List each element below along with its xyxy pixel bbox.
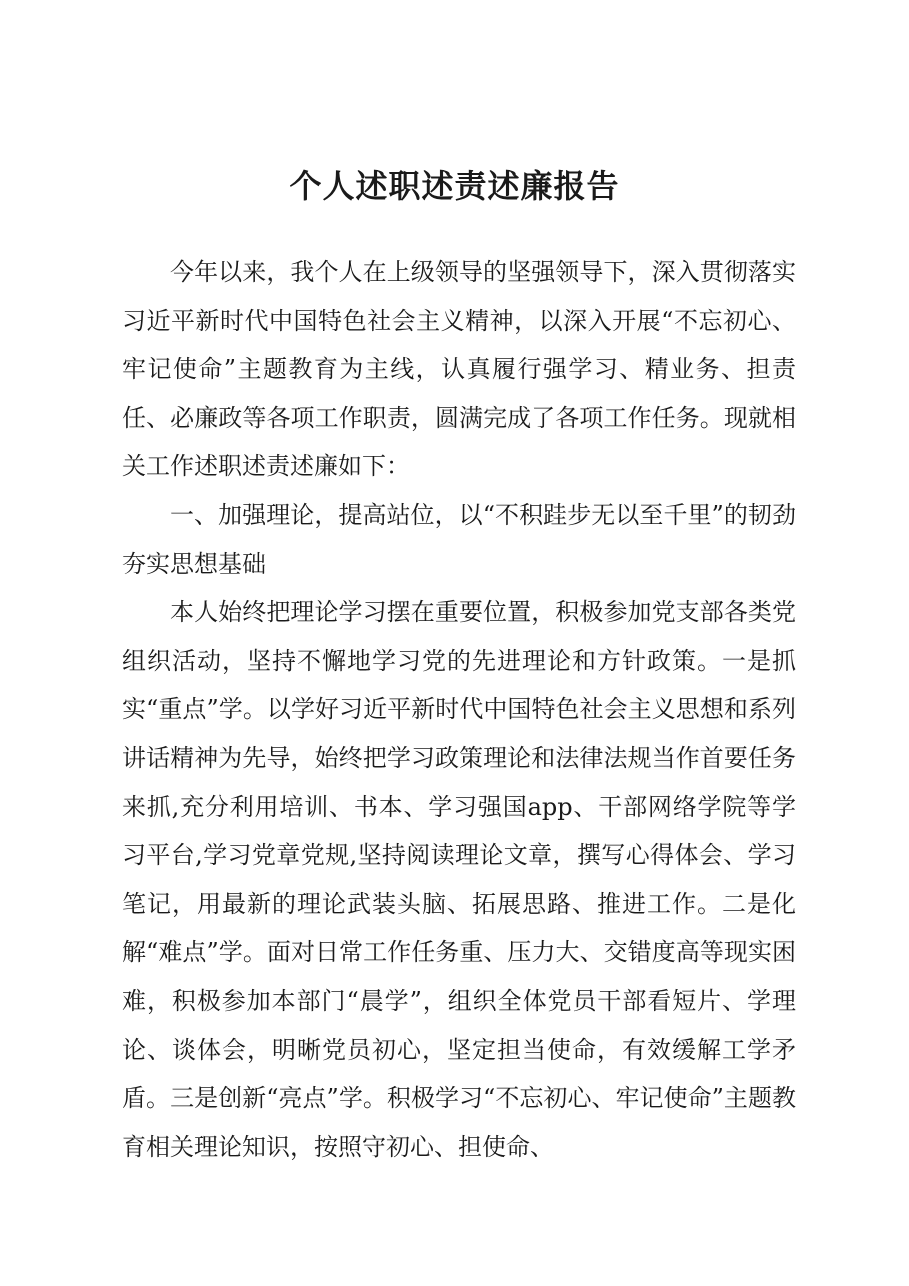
intro-paragraph: 今年以来，我个人在上级领导的坚强领导下，深入贯彻落实习近平新时代中国特色社会主义精神，以深入开展“不忘初心、牢记使命”主题教育为主线，认真履行强学习、精业务、担责任、必廉政等各项工作职责，圆满完成了各项工作任务。现就相关工作述职述责述廉如下： (122, 258, 796, 481)
section-1-paragraph: 本人始终把理论学习摆在重要位置，积极参加党支部各类党组织活动，坚持不懈地学习党的先进理论和方针政策。一是抓实“重点”学。以学好习近平新时代中国特色社会主义思想和系列讲话精神为先导，始终把学习政策理论和法律法规当作首要任务来抓,充分利用培训、书本、学习强国app、干部网络学院等学习平台,学习党章党规,坚持阅读理论文章，撰写心得体会、学习笔记，用最新的理论武装头脑、拓展思路、推进工作。二是化解“难点”学。面对日常工作任务重、压力大、交错度高等现实困难，积极参加本部门“晨学”，组织全体党员干部看短片、学理论、谈体会，明晰党员初心，坚定担当使命，有效缓解工学矛盾。三是创新“亮点”学。积极学习“不忘初心、牢记使命”主题教育相关理论知识，按照守初心、担使命、 (122, 598, 796, 1161)
document-body (122, 248, 796, 1171)
document-title: 个人述职述责述廉报告 (289, 167, 620, 205)
section-heading-1: 一、加强理论，提高站位，以“不积跬步无以至千里”的韧劲夯实思想基础 (122, 500, 796, 578)
